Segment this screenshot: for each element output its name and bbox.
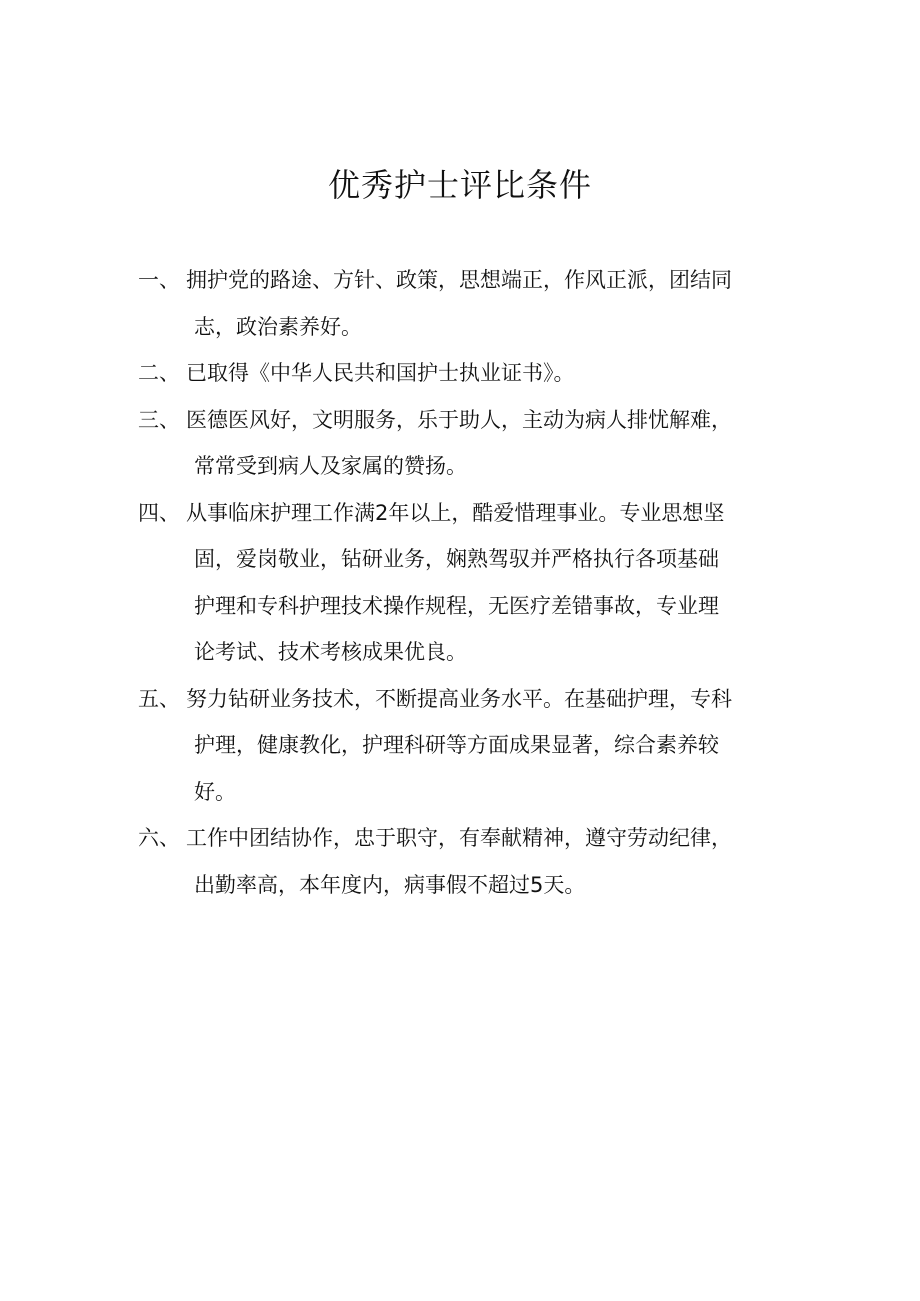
item-line: 工作中团结协作，忠于职守，有奉献精神，遵守劳动纪律， bbox=[186, 826, 732, 850]
item-number: 二、 bbox=[138, 361, 180, 385]
item-text bbox=[186, 676, 798, 816]
criteria-item-2 bbox=[138, 350, 798, 397]
item-line: 拥护党的路途、方针、政策，思想端正，作风正派，团结同 bbox=[186, 268, 732, 292]
criteria-list bbox=[138, 257, 798, 908]
item-text bbox=[186, 350, 798, 397]
item-number: 一、 bbox=[138, 268, 180, 292]
item-text bbox=[186, 490, 798, 676]
criteria-item-3 bbox=[138, 397, 798, 490]
item-line: 固，爱岗敬业，钻研业务，娴熟驾驭并严格执行各项基础 bbox=[194, 547, 719, 571]
criteria-item-6 bbox=[138, 815, 798, 908]
item-line: 护理和专科护理技术操作规程，无医疗差错事故，专业理 bbox=[194, 593, 719, 618]
item-line: 医德医风好，文明服务，乐于助人，主动为病人排忧解难， bbox=[186, 407, 732, 432]
page-title: 优秀护士评比条件 bbox=[327, 166, 592, 204]
item-line: 志，政治素养好。 bbox=[194, 314, 362, 339]
item-line: 从事临床护理工作满2年以上，酷爱惜理事业。专业思想坚 bbox=[186, 500, 725, 525]
item-line: 护理，健康教化，护理科研等方面成果显著，综合素养较 bbox=[194, 733, 719, 757]
item-number: 四、 bbox=[138, 500, 180, 525]
item-number: 五、 bbox=[138, 686, 180, 711]
criteria-item-1 bbox=[138, 257, 798, 350]
item-number: 三、 bbox=[138, 407, 180, 432]
item-line: 努力钻研业务技术，不断提高业务水平。在基础护理，专科 bbox=[186, 686, 732, 711]
criteria-item-4 bbox=[138, 490, 798, 676]
criteria-item-5 bbox=[138, 676, 798, 816]
item-line: 已取得《中华人民共和国护士执业证书》。 bbox=[186, 361, 575, 385]
item-line: 论考试、技术考核成果优良。 bbox=[194, 640, 467, 664]
item-text bbox=[186, 257, 798, 350]
item-line: 好。 bbox=[194, 779, 236, 804]
item-line: 常常受到病人及家属的赞扬。 bbox=[194, 454, 467, 478]
item-line: 出勤率高，本年度内，病事假不超过5天。 bbox=[194, 872, 586, 897]
item-text bbox=[186, 397, 798, 490]
item-number: 六、 bbox=[138, 826, 180, 850]
item-text bbox=[186, 815, 798, 908]
